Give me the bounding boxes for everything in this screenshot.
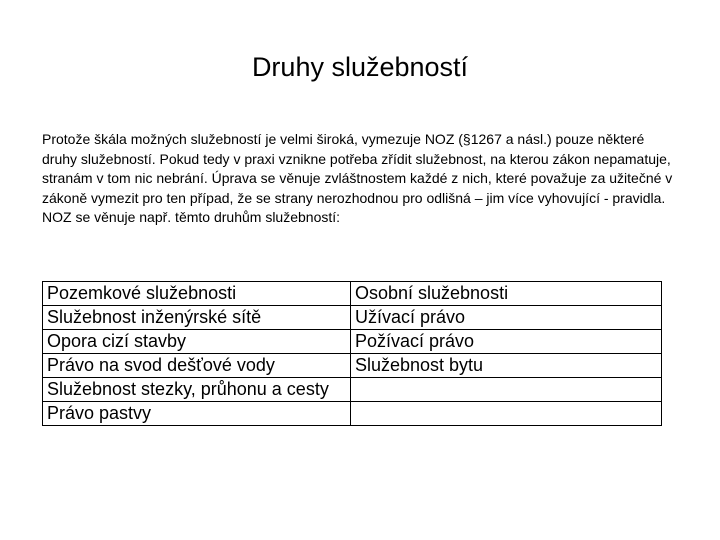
slide-title: Druhy služebností	[251, 52, 469, 82]
header-land-services: Pozemkové služebnosti	[43, 282, 351, 306]
intro-paragraph: Protože škála možných služebností je velmi široká, vymezuje NOZ (§1267 a násl.) pouze některé druhy služebností. Pokud tedy v praxi vznikne potřeba zřídit služebnost, na kterou zákon nepamatuje, stranám v tom nic nebrání. Úprava se věnuje zvláštnostem každé z nich, které považuje za užitečné v zákoně vymezit pro ten případ, že se strany nerozhodnou pro odlišná – jim více vyhovující - pravidla. NOZ se věnuje např. těmto druhům služebností:	[42, 131, 673, 226]
table-row	[43, 330, 662, 354]
table-cell-left: Služebnost inženýrské sítě	[43, 306, 351, 330]
table-cell-left: Právo na svod dešťové vody	[43, 354, 351, 378]
table-cell-right: Služebnost bytu	[350, 354, 661, 378]
table-cell-right: Požívací právo	[350, 330, 661, 354]
table-header-row	[43, 282, 662, 306]
table-cell-right	[350, 378, 661, 402]
table-row	[43, 354, 662, 378]
table-row	[43, 378, 662, 402]
table-cell-right	[350, 402, 661, 426]
header-personal-services: Osobní služebnosti	[350, 282, 661, 306]
services-table	[42, 281, 662, 426]
table-cell-left: Opora cizí stavby	[43, 330, 351, 354]
table-row	[43, 306, 662, 330]
table-cell-right: Užívací právo	[350, 306, 661, 330]
table-cell-left: Právo pastvy	[43, 402, 351, 426]
table-cell-left: Služebnost stezky, průhonu a cesty	[43, 378, 351, 402]
table-row	[43, 402, 662, 426]
